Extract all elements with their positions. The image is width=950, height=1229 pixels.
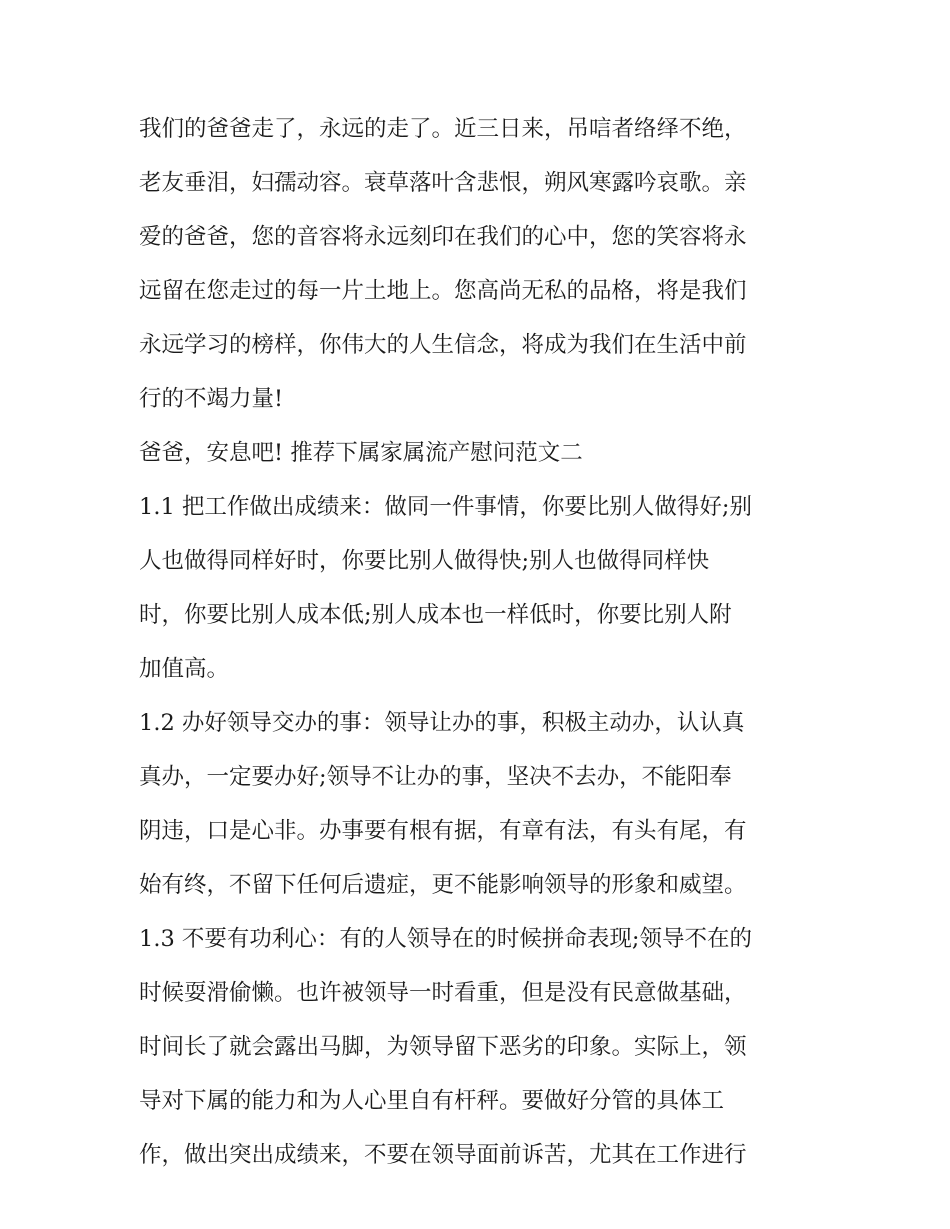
text-line: 永远学习的榜样，你伟大的人生信念，将成为我们在生活中前 <box>139 332 747 358</box>
text-line: 始有终，不留下任何后遗症，更不能影响领导的形象和威望。 <box>139 872 747 898</box>
text-line: 时候耍滑偷懒。也许被领导一时看重，但是没有民意做基础， <box>139 980 747 1006</box>
text-line: 导对下属的能力和为人心里自有杆秤。要做好分管的具体工 <box>139 1088 725 1114</box>
text-line: 1.1 把工作做出成绩来：做同一件事情，你要比别人做得好;别 <box>139 494 753 520</box>
text-line: 爱的爸爸，您的音容将永远刻印在我们的心中，您的笑容将永 <box>139 224 747 250</box>
text-line: 1.2 办好领导交办的事：领导让办的事，积极主动办，认认真 <box>139 710 745 736</box>
text-line: 老友垂泪，妇孺动容。衰草落叶含悲恨，朔风寒露吟哀歌。亲 <box>139 170 747 196</box>
text-line: 我们的爸爸走了，永远的走了。近三日来，吊唁者络绎不绝， <box>139 116 747 142</box>
text-line: 加值高。 <box>139 656 230 682</box>
text-line: 时，你要比别人成本低;别人成本也一样低时，你要比别人附 <box>139 602 732 628</box>
text-line: 行的不竭力量! <box>139 386 284 412</box>
document-body <box>139 102 829 1182</box>
text-line: 爸爸，安息吧! 推荐下属家属流产慰问范文二 <box>139 440 583 466</box>
text-line: 阴违，口是心非。办事要有根有据，有章有法，有头有尾，有 <box>139 818 747 844</box>
text-line: 人也做得同样好时，你要比别人做得快;别人也做得同样快 <box>139 548 710 574</box>
text-line: 1.3 不要有功利心：有的人领导在的时候拼命表现;领导不在的 <box>139 926 753 952</box>
text-line: 远留在您走过的每一片土地上。您高尚无私的品格，将是我们 <box>139 278 747 304</box>
text-line: 时间长了就会露出马脚，为领导留下恶劣的印象。实际上，领 <box>139 1034 747 1060</box>
text-line: 作，做出突出成绩来，不要在领导面前诉苦，尤其在工作进行 <box>139 1142 747 1168</box>
text-line: 真办，一定要办好;领导不让办的事，坚决不去办，不能阳奉 <box>139 764 732 790</box>
